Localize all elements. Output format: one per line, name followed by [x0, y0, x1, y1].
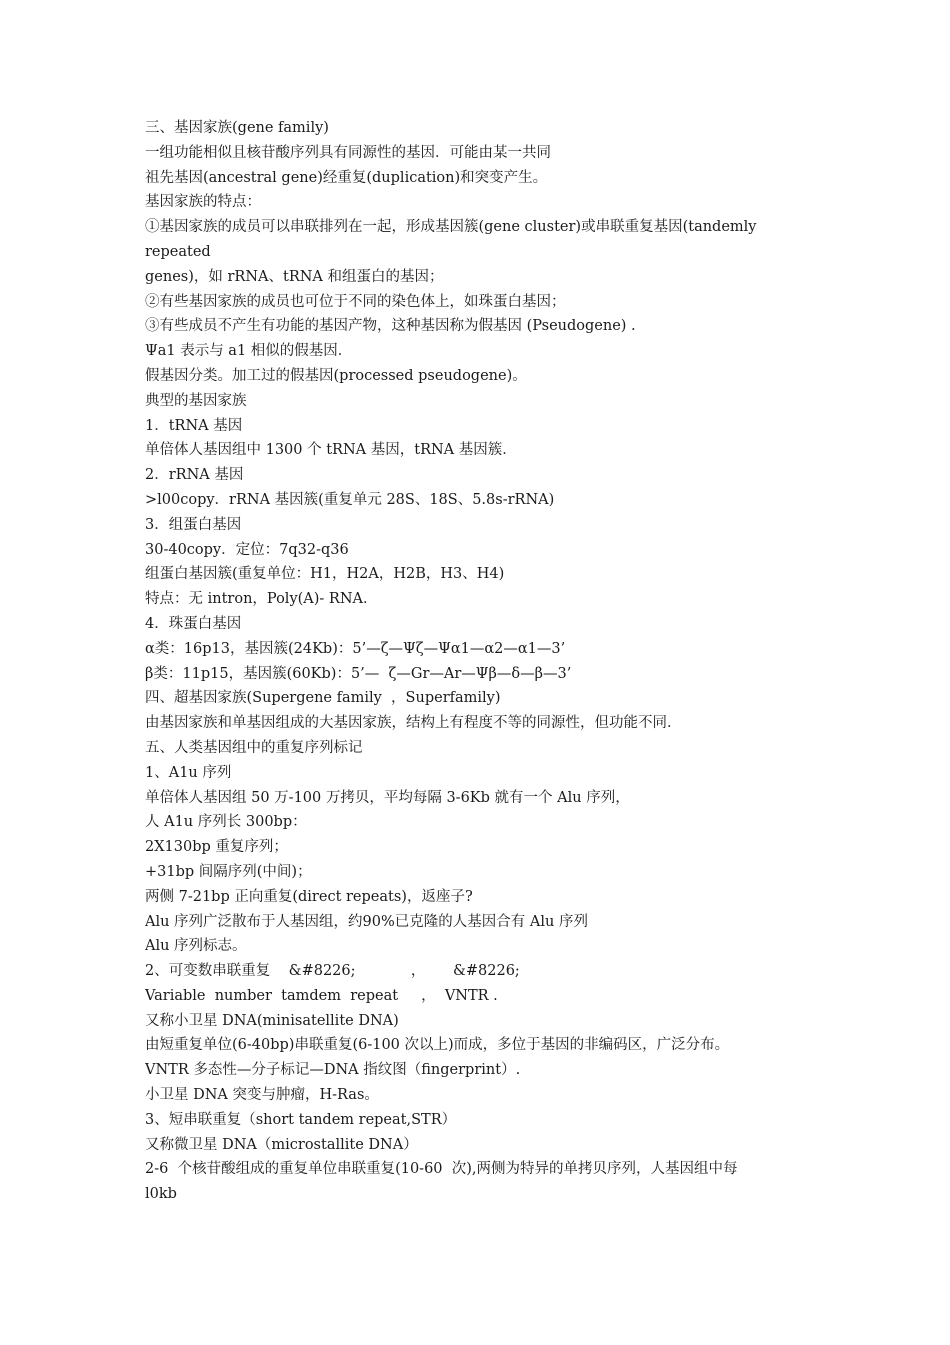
text-line: +31bp 间隔序列(中间)； — [145, 863, 312, 880]
subheading-globin: 4．珠蛋白基因 — [145, 615, 242, 632]
heading-gene-family: 三、基因家族(gene family) — [145, 120, 329, 136]
text-line: genes)，如 rRNA、tRNA 和组蛋白的基因； — [145, 268, 444, 285]
text-line: Variable number tamdem repeat ， VNTR . — [145, 987, 498, 1004]
subheading-vntr: 2、可变数串联重复 &#8226; ， &#8226; — [145, 963, 520, 980]
text-line: 又称微卫星 DNA（microstallite DNA） — [145, 1136, 418, 1153]
subheading-typical-families: 典型的基因家族 — [145, 392, 247, 409]
text-line: 假基因分类。加工过的假基因(processed pseudogene)。 — [145, 367, 527, 384]
text-line: 一组功能相似且核苷酸序列具有同源性的基因．可能由某一共同 — [145, 144, 551, 161]
heading-repeat-markers: 五、人类基因组中的重复序列标记 — [145, 739, 363, 756]
text-line: 小卫星 DNA 突变与肿瘤，H-Ras。 — [145, 1087, 379, 1104]
subheading-str: 3、短串联重复（short tandem repeat,STR） — [145, 1111, 457, 1128]
text-line: 又称小卫星 DNA(minisatellite DNA) — [145, 1012, 399, 1029]
text-line: Alu 序列标志。 — [145, 938, 247, 955]
text-line: 2X130bp 重复序列； — [145, 839, 288, 856]
subheading-histone: 3．组蛋白基因 — [145, 516, 242, 533]
text-line: l0kb — [145, 1186, 177, 1203]
text-line: Alu 序列广泛散布于人基因组，约90%已克隆的人基因合有 Alu 序列 — [145, 913, 588, 930]
text-line: β类：11p15，基因簇(60Kb)：5’— ζ—Gr—Ar—Ψβ—δ—β—3’ — [145, 665, 572, 682]
text-line: 组蛋白基因簇(重复单位：H1，H2A，H2B，H3、H4) — [145, 566, 505, 583]
document-body — [145, 116, 815, 1207]
text-line: 单倍体人基因组 50 万-100 万拷贝，平均每隔 3-6Kb 就有一个 Alu 序列， — [145, 789, 630, 806]
text-line: Ψa1 表示与 a1 相似的假基因． — [145, 343, 353, 360]
text-line: 2-6 个核苷酸组成的重复单位串联重复(10-60 次),两侧为特异的单拷贝序列，人基因组中每 — [145, 1161, 738, 1178]
text-line: 人 A1u 序列长 300bp： — [145, 814, 307, 831]
text-line: 30-40copy．定位：7q32-q36 — [145, 541, 349, 558]
text-line: 两侧 7-21bp 正向重复(direct repeats)，返座子? — [145, 888, 473, 905]
heading-superfamily: 四、超基因家族(Supergene family ，Superfamily) — [145, 690, 501, 707]
text-line: repeated — [145, 243, 211, 260]
subheading-rrna: 2．rRNA 基因 — [145, 467, 244, 484]
text-line: 基因家族的特点： — [145, 194, 261, 211]
text-line: 祖先基因(ancestral gene)经重复(duplication)和突变产生。 — [145, 169, 548, 186]
text-line: 单倍体人基因组中 1300 个 tRNA 基因，tRNA 基因簇． — [145, 442, 517, 459]
text-line: >l00copy．rRNA 基因簇(重复单元 28S、18S、5.8s-rRNA) — [145, 491, 555, 508]
text-line: ①基因家族的成员可以串联排列在一起，形成基因簇(gene cluster)或串联重复基因(tandemly — [145, 219, 757, 236]
subheading-trna: 1．tRNA 基因 — [145, 417, 243, 434]
text-line: 特点：无 intron，Poly(A)- RNA． — [145, 591, 378, 608]
text-line: 由基因家族和单基因组成的大基因家族，结构上有程度不等的同源性，但功能不同． — [145, 715, 682, 732]
subheading-alu: 1、A1u 序列 — [145, 764, 232, 781]
text-line: ③有些成员不产生有功能的基因产物，这种基因称为假基因 (Pseudogene) . — [145, 318, 636, 335]
text-line: VNTR 多态性—分子标记—DNA 指纹图（fingerprint）. — [145, 1062, 521, 1079]
text-line: α类：16p13，基因簇(24Kb)：5’—ζ—Ψζ—Ψα1—α2—α1—3’ — [145, 640, 566, 657]
text-line: ②有些基因家族的成员也可位于不同的染色体上，如珠蛋白基因； — [145, 293, 566, 310]
text-line: 由短重复单位(6-40bp)串联重复(6-100 次以上)而成，多位于基因的非编码区，广泛分布。 — [145, 1037, 730, 1054]
